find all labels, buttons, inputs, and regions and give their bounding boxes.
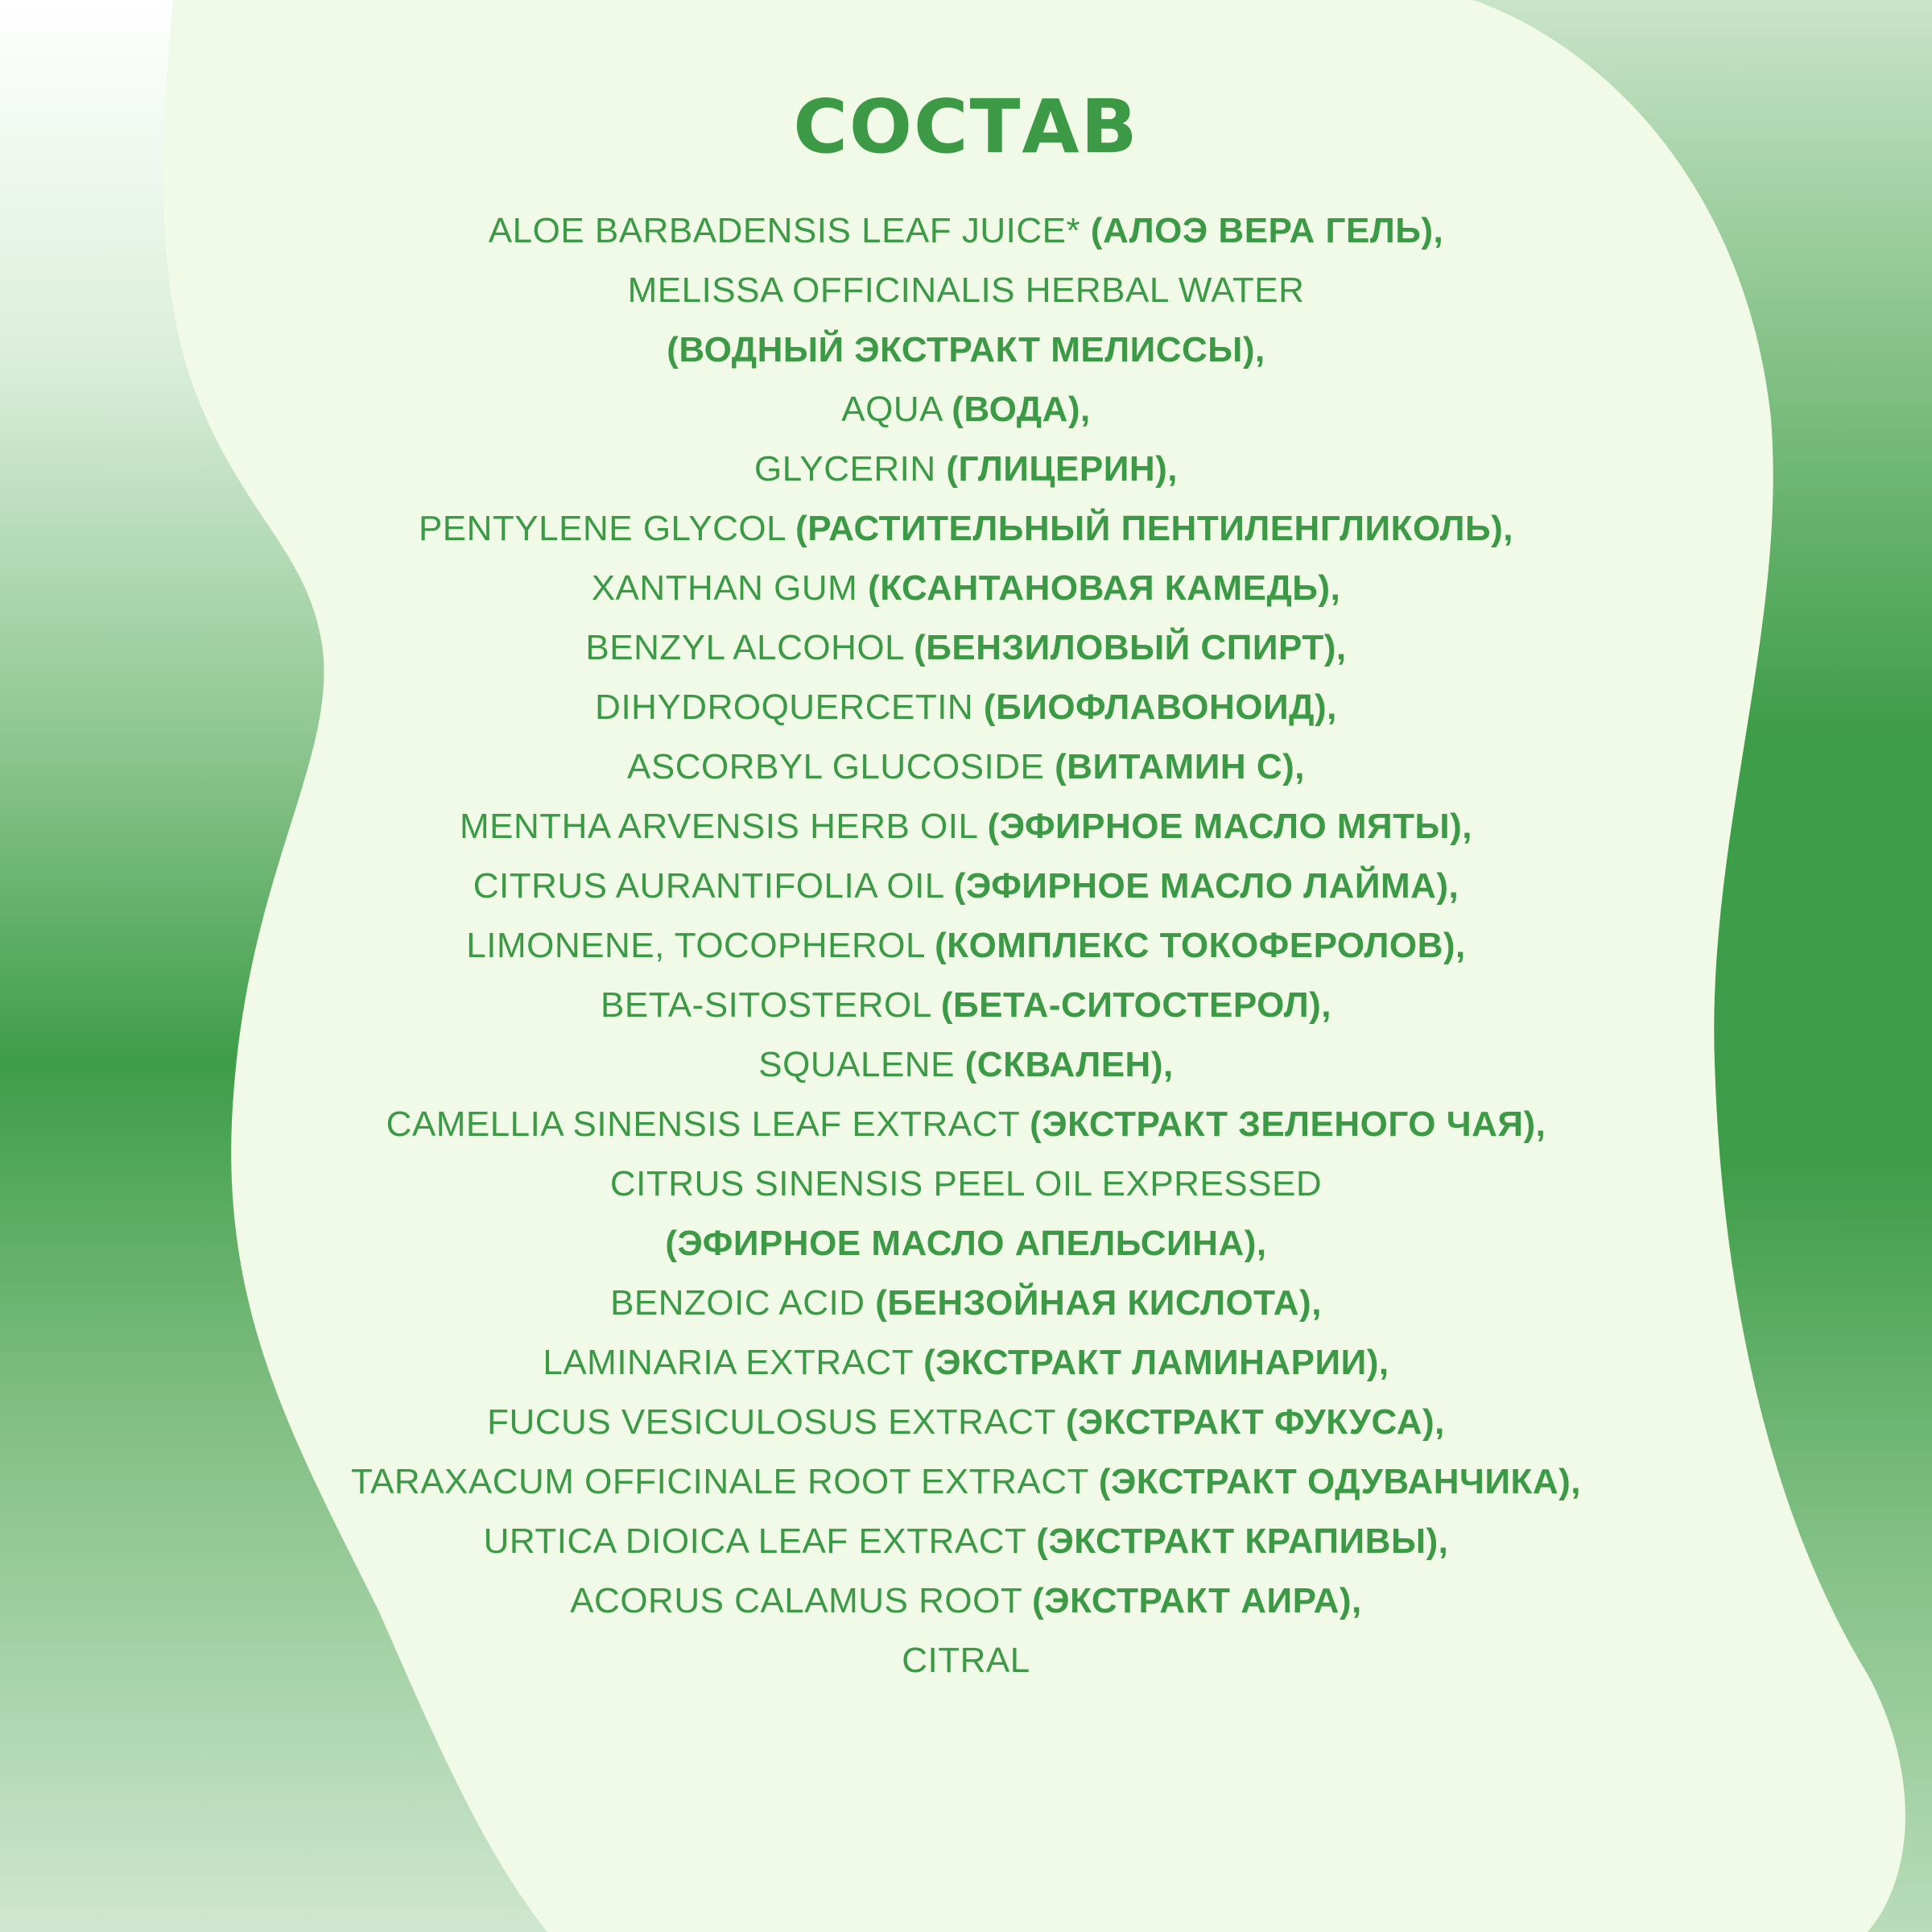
ingredient-russian-name: (СКВАЛЕН), xyxy=(964,1045,1174,1084)
ingredient-latin-name: CITRUS SINENSIS PEEL OIL EXPRESSED xyxy=(609,1164,1323,1203)
ingredient-line xyxy=(0,1154,1932,1214)
ingredient-line xyxy=(0,380,1932,440)
ingredient-line xyxy=(0,261,1932,320)
ingredient-russian-name: (АЛОЭ ВЕРА ГЕЛЬ), xyxy=(1090,211,1444,250)
ingredient-russian-name: (БИОФЛАВОНОИД), xyxy=(983,687,1337,727)
ingredient-latin-name: SQUALENE xyxy=(758,1045,965,1084)
ingredient-line xyxy=(0,1393,1932,1452)
ingredient-line xyxy=(0,1512,1932,1571)
ingredient-russian-name: (ЭКСТРАКТ АИРА), xyxy=(1032,1581,1362,1620)
ingredient-line xyxy=(0,201,1932,261)
ingredient-russian-name: (ВИТАМИН С), xyxy=(1055,747,1305,786)
ingredient-latin-name: GLYCERIN xyxy=(753,449,947,489)
page-title: СОСТАВ xyxy=(793,84,1139,170)
ingredient-line xyxy=(0,1333,1932,1393)
ingredient-latin-name: FUCUS VESICULOSUS EXTRACT xyxy=(487,1402,1066,1442)
ingredient-russian-name: (ЭКСТРАКТ ФУКУСА), xyxy=(1065,1402,1445,1442)
ingredient-line xyxy=(0,1095,1932,1154)
ingredient-line xyxy=(0,916,1932,976)
ingredient-line xyxy=(0,618,1932,678)
ingredient-russian-name: (ВОДА), xyxy=(952,390,1091,429)
ingredient-russian-name: (БЕНЗОЙНАЯ КИСЛОТА), xyxy=(875,1283,1322,1323)
ingredient-latin-name: BENZYL ALCOHOL xyxy=(585,628,914,667)
ingredient-latin-name: TARAXACUM OFFICINALE ROOT EXTRACT xyxy=(350,1462,1099,1501)
ingredient-line xyxy=(0,857,1932,916)
ingredient-line xyxy=(0,320,1932,380)
ingredient-russian-name: (БЕНЗИЛОВЫЙ СПИРТ), xyxy=(914,628,1347,667)
ingredient-line xyxy=(0,1214,1932,1274)
ingredient-line xyxy=(0,1035,1932,1095)
ingredient-line xyxy=(0,499,1932,559)
ingredient-russian-name: (ЭКСТРАКТ ЛАМИНАРИИ), xyxy=(923,1343,1389,1382)
ingredient-line xyxy=(0,1452,1932,1512)
ingredients-list xyxy=(0,201,1932,1690)
ingredient-line xyxy=(0,559,1932,618)
ingredient-latin-name: MENTHA ARVENSIS HERB OIL xyxy=(460,807,988,846)
ingredient-latin-name: ACORUS CALAMUS ROOT xyxy=(570,1581,1033,1620)
ingredient-russian-name: (ВОДНЫЙ ЭКСТРАКТ МЕЛИССЫ), xyxy=(667,330,1265,369)
ingredient-latin-name: MELISSA OFFICINALIS HERBAL WATER xyxy=(627,270,1305,310)
ingredient-latin-name: ALOE BARBADENSIS LEAF JUICE* xyxy=(488,211,1091,250)
ingredient-latin-name: BENZOIC ACID xyxy=(610,1283,876,1323)
ingredient-russian-name: (ГЛИЦЕРИН), xyxy=(946,449,1179,489)
ingredient-latin-name: CAMELLIA SINENSIS LEAF EXTRACT xyxy=(386,1104,1030,1144)
ingredient-russian-name: (ЭКСТРАКТ ЗЕЛЕНОГО ЧАЯ), xyxy=(1030,1104,1546,1144)
ingredient-latin-name: LAMINARIA EXTRACT xyxy=(543,1343,924,1382)
ingredient-russian-name: (ЭФИРНОЕ МАСЛО ЛАЙМА), xyxy=(953,866,1459,906)
ingredient-russian-name: (ЭКСТРАКТ ОДУВАНЧИКА), xyxy=(1098,1462,1582,1501)
ingredient-line xyxy=(0,440,1932,499)
ingredient-russian-name: (ЭФИРНОЕ МАСЛО АПЕЛЬСИНА), xyxy=(665,1224,1267,1263)
ingredient-line xyxy=(0,797,1932,857)
ingredient-russian-name: (РАСТИТЕЛЬНЫЙ ПЕНТИЛЕНГЛИКОЛЬ), xyxy=(795,509,1514,548)
ingredient-line xyxy=(0,737,1932,797)
ingredient-line xyxy=(0,678,1932,737)
ingredient-latin-name: LIMONENE, TOCOPHEROL xyxy=(466,926,935,965)
ingredient-russian-name: (КСАНТАНОВАЯ КАМЕДЬ), xyxy=(868,568,1341,608)
ingredient-latin-name: BETA-SITOSTEROL xyxy=(601,985,941,1025)
ingredient-russian-name: (КОМПЛЕКС ТОКОФЕРОЛОВ), xyxy=(935,926,1466,965)
ingredient-russian-name: (ЭФИРНОЕ МАСЛО МЯТЫ), xyxy=(987,807,1472,846)
ingredient-latin-name: ASCORBYL GLUCOSIDE xyxy=(627,747,1055,786)
ingredient-line xyxy=(0,1631,1932,1690)
ingredient-russian-name: (ЭКСТРАКТ КРАПИВЫ), xyxy=(1036,1521,1449,1561)
ingredient-latin-name: CITRUS AURANTIFOLIA OIL xyxy=(473,866,954,906)
ingredient-line xyxy=(0,1274,1932,1333)
ingredient-russian-name: (БЕТА-СИТОСТЕРОЛ), xyxy=(940,985,1331,1025)
ingredient-latin-name: AQUA xyxy=(841,390,952,429)
ingredient-line xyxy=(0,976,1932,1035)
ingredient-latin-name: PENTYLENE GLYCOL xyxy=(418,509,796,548)
ingredient-latin-name: URTICA DIOICA LEAF EXTRACT xyxy=(483,1521,1037,1561)
ingredient-line xyxy=(0,1571,1932,1631)
ingredient-latin-name: CITRAL xyxy=(902,1641,1030,1680)
ingredient-latin-name: DIHYDROQUERCETIN xyxy=(595,687,984,727)
ingredient-latin-name: XANTHAN GUM xyxy=(591,568,869,608)
